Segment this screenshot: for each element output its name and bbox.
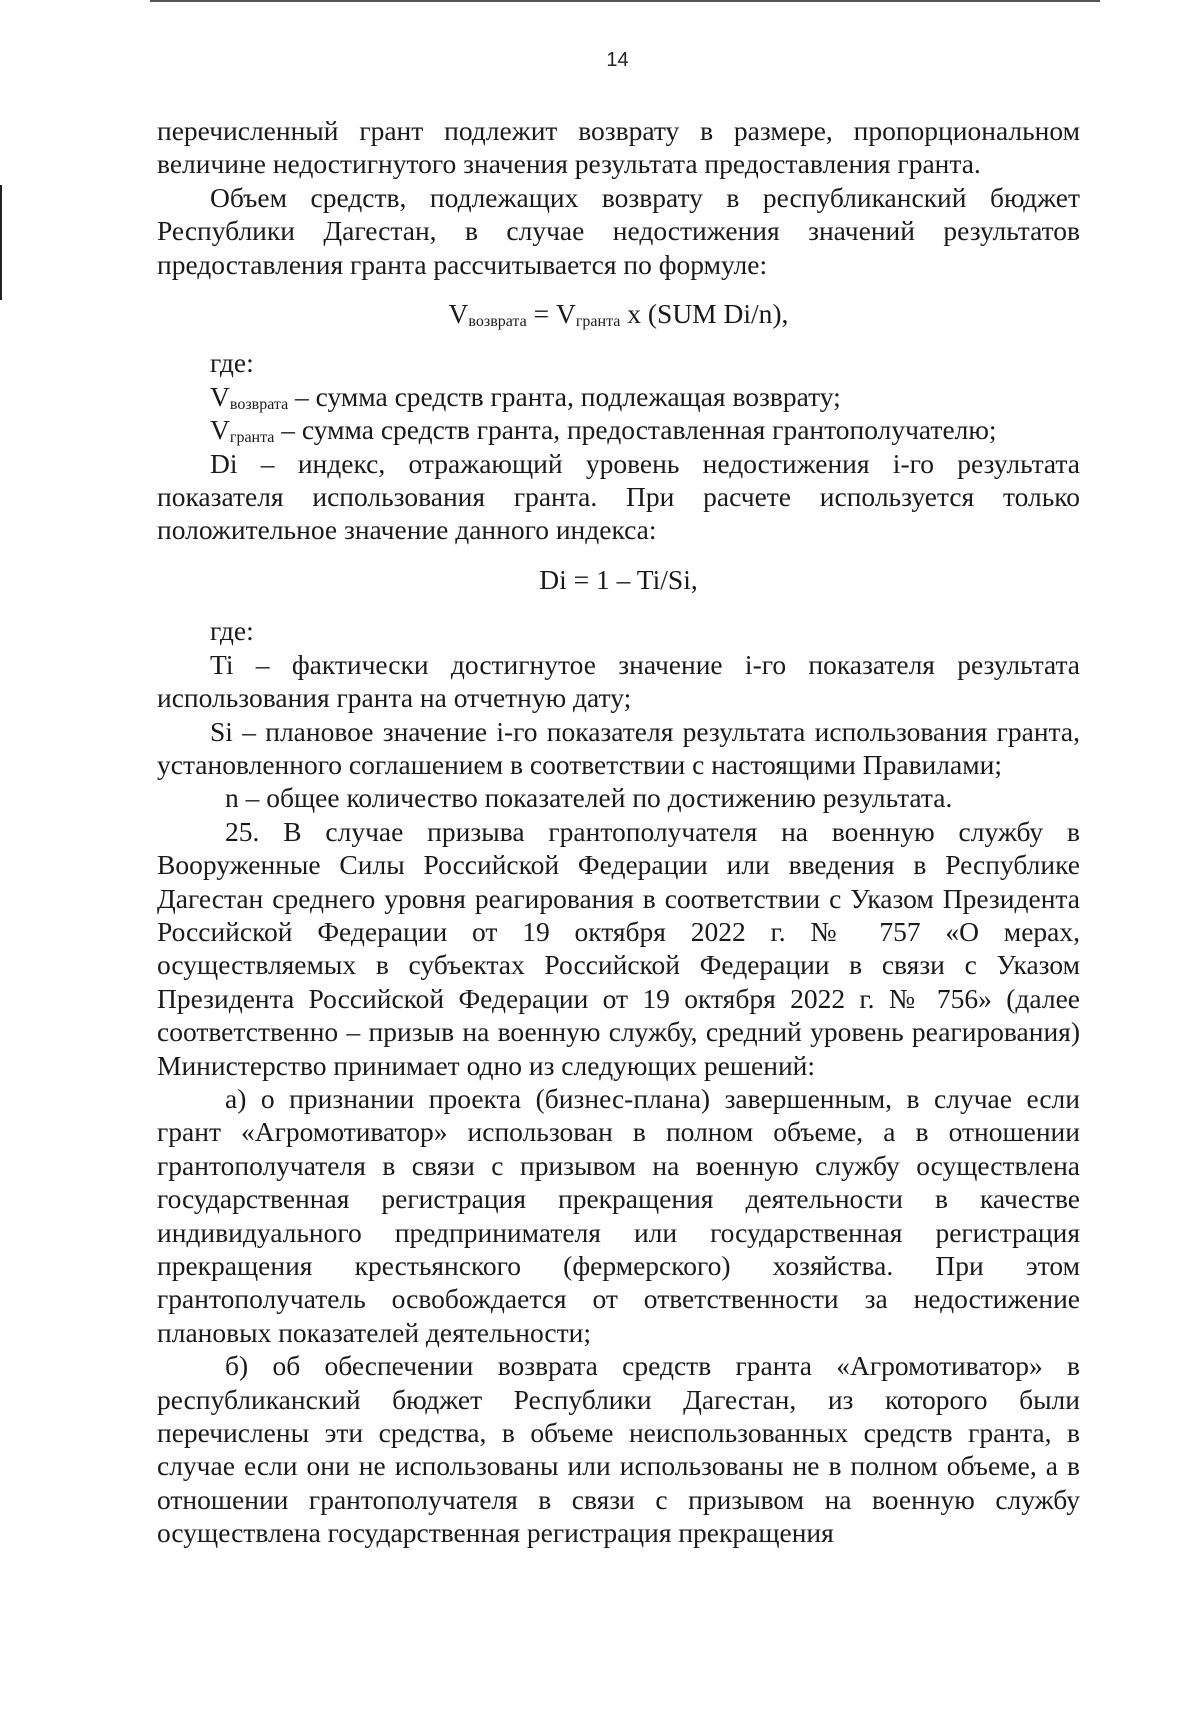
- definition-si: Si – плановое значение i-го показателя результата использования гранта, установленного соглашением в соответствии с настоящими Правилами;: [157, 715, 1080, 780]
- formula-return-amount: [157, 297, 1080, 330]
- document-body: [157, 114, 1080, 1550]
- def-v-return-sub: возврата: [229, 395, 289, 413]
- formula-di: Di = 1 – Ti/Si,: [539, 563, 698, 595]
- formula-sub-grant: гранта: [575, 313, 621, 331]
- paragraph-25: 25. В случае призыва грантополучателя на военную службу в Вооруженные Силы Российской Федерации или введения в Республике Дагестан среднего уровня реагирования в соответствии с Указом Президента Российской Федерации от 19 октября 2022 г. № 757 «О мерах, осуществляемых в субъектах Российской Федерации в связи с Указом Президента Российской Федерации от 19 октября 2022 г. № 756» (далее соответственно – призыв на военную службу, средний уровень реагирования) Министерство принимает одно из следующих решений:: [157, 815, 1080, 1081]
- formula-rest: x (SUM Di/n),: [620, 298, 789, 330]
- def-v-symbol: V: [210, 380, 230, 412]
- def-v-return-text: – сумма средств гранта, подлежащая возврату;: [288, 380, 841, 412]
- where-label-2: где:: [210, 615, 254, 647]
- where-label-1: где:: [210, 347, 254, 379]
- formula-sub-return: возврата: [468, 313, 527, 331]
- definition-di: Di – индекс, отражающий уровень недостижения i-го результата показателя использования гранта. При расчете используется только положительное значение данного индекса:: [157, 447, 1080, 546]
- definition-v-grant: [157, 413, 1080, 446]
- formula-v-symbol: V: [448, 298, 469, 330]
- paragraph-return-volume: Объем средств, подлежащих возврату в республиканский бюджет Республики Дагестан, в случае недостижения значений результатов предоставления гранта рассчитывается по формуле:: [157, 181, 1080, 280]
- definition-n: n – общее количество показателей по достижению результата.: [225, 782, 953, 814]
- page-number: 14: [606, 49, 629, 71]
- definition-ti: Ti – фактически достигнутое значение i-го показателя результата использования гранта на отчетную дату;: [157, 648, 1080, 714]
- def-v-grant-text: – сумма средств гранта, предоставленная грантополучателю;: [274, 414, 997, 446]
- paragraph-continuation: перечисленный грант подлежит возврату в размере, пропорциональном величине недостигнутого значения результата предоставления гранта.: [157, 115, 1080, 180]
- formula-v-symbol-2: V: [555, 298, 576, 330]
- scan-left-edge-mark: [0, 185, 2, 300]
- formula-equals: =: [526, 298, 556, 330]
- def-v-grant-symbol: V: [210, 414, 230, 446]
- definition-v-return: [157, 380, 1080, 413]
- list-item-b: б) об обеспечении возврата средств гранта «Агромотиватор» в республиканский бюджет Республики Дагестан, из которого были перечислены эти средства, в объеме неиспользованных средств гранта, в случае если они не использованы или использованы не в полном объеме, а в отношении грантополучателя в связи с призывом на военную службу осуществлена государственная регистрация прекращения: [157, 1350, 1080, 1549]
- list-item-a: а) о признании проекта (бизнес-плана) завершенным, в случае если грант «Агромотиватор» использован в полном объеме, а в отношении грантополучателя в связи с призывом на военную службу осуществлена государственная регистрация прекращения деятельности в качестве индивидуального предпринимателя или государственная регистрация прекращения крестьянского (фермерского) хозяйства. При этом грантополучатель освобождается от ответственности за недостижение плановых показателей деятельности;: [157, 1082, 1080, 1348]
- scan-top-edge: [150, 0, 1100, 2]
- def-v-grant-sub: гранта: [229, 429, 275, 447]
